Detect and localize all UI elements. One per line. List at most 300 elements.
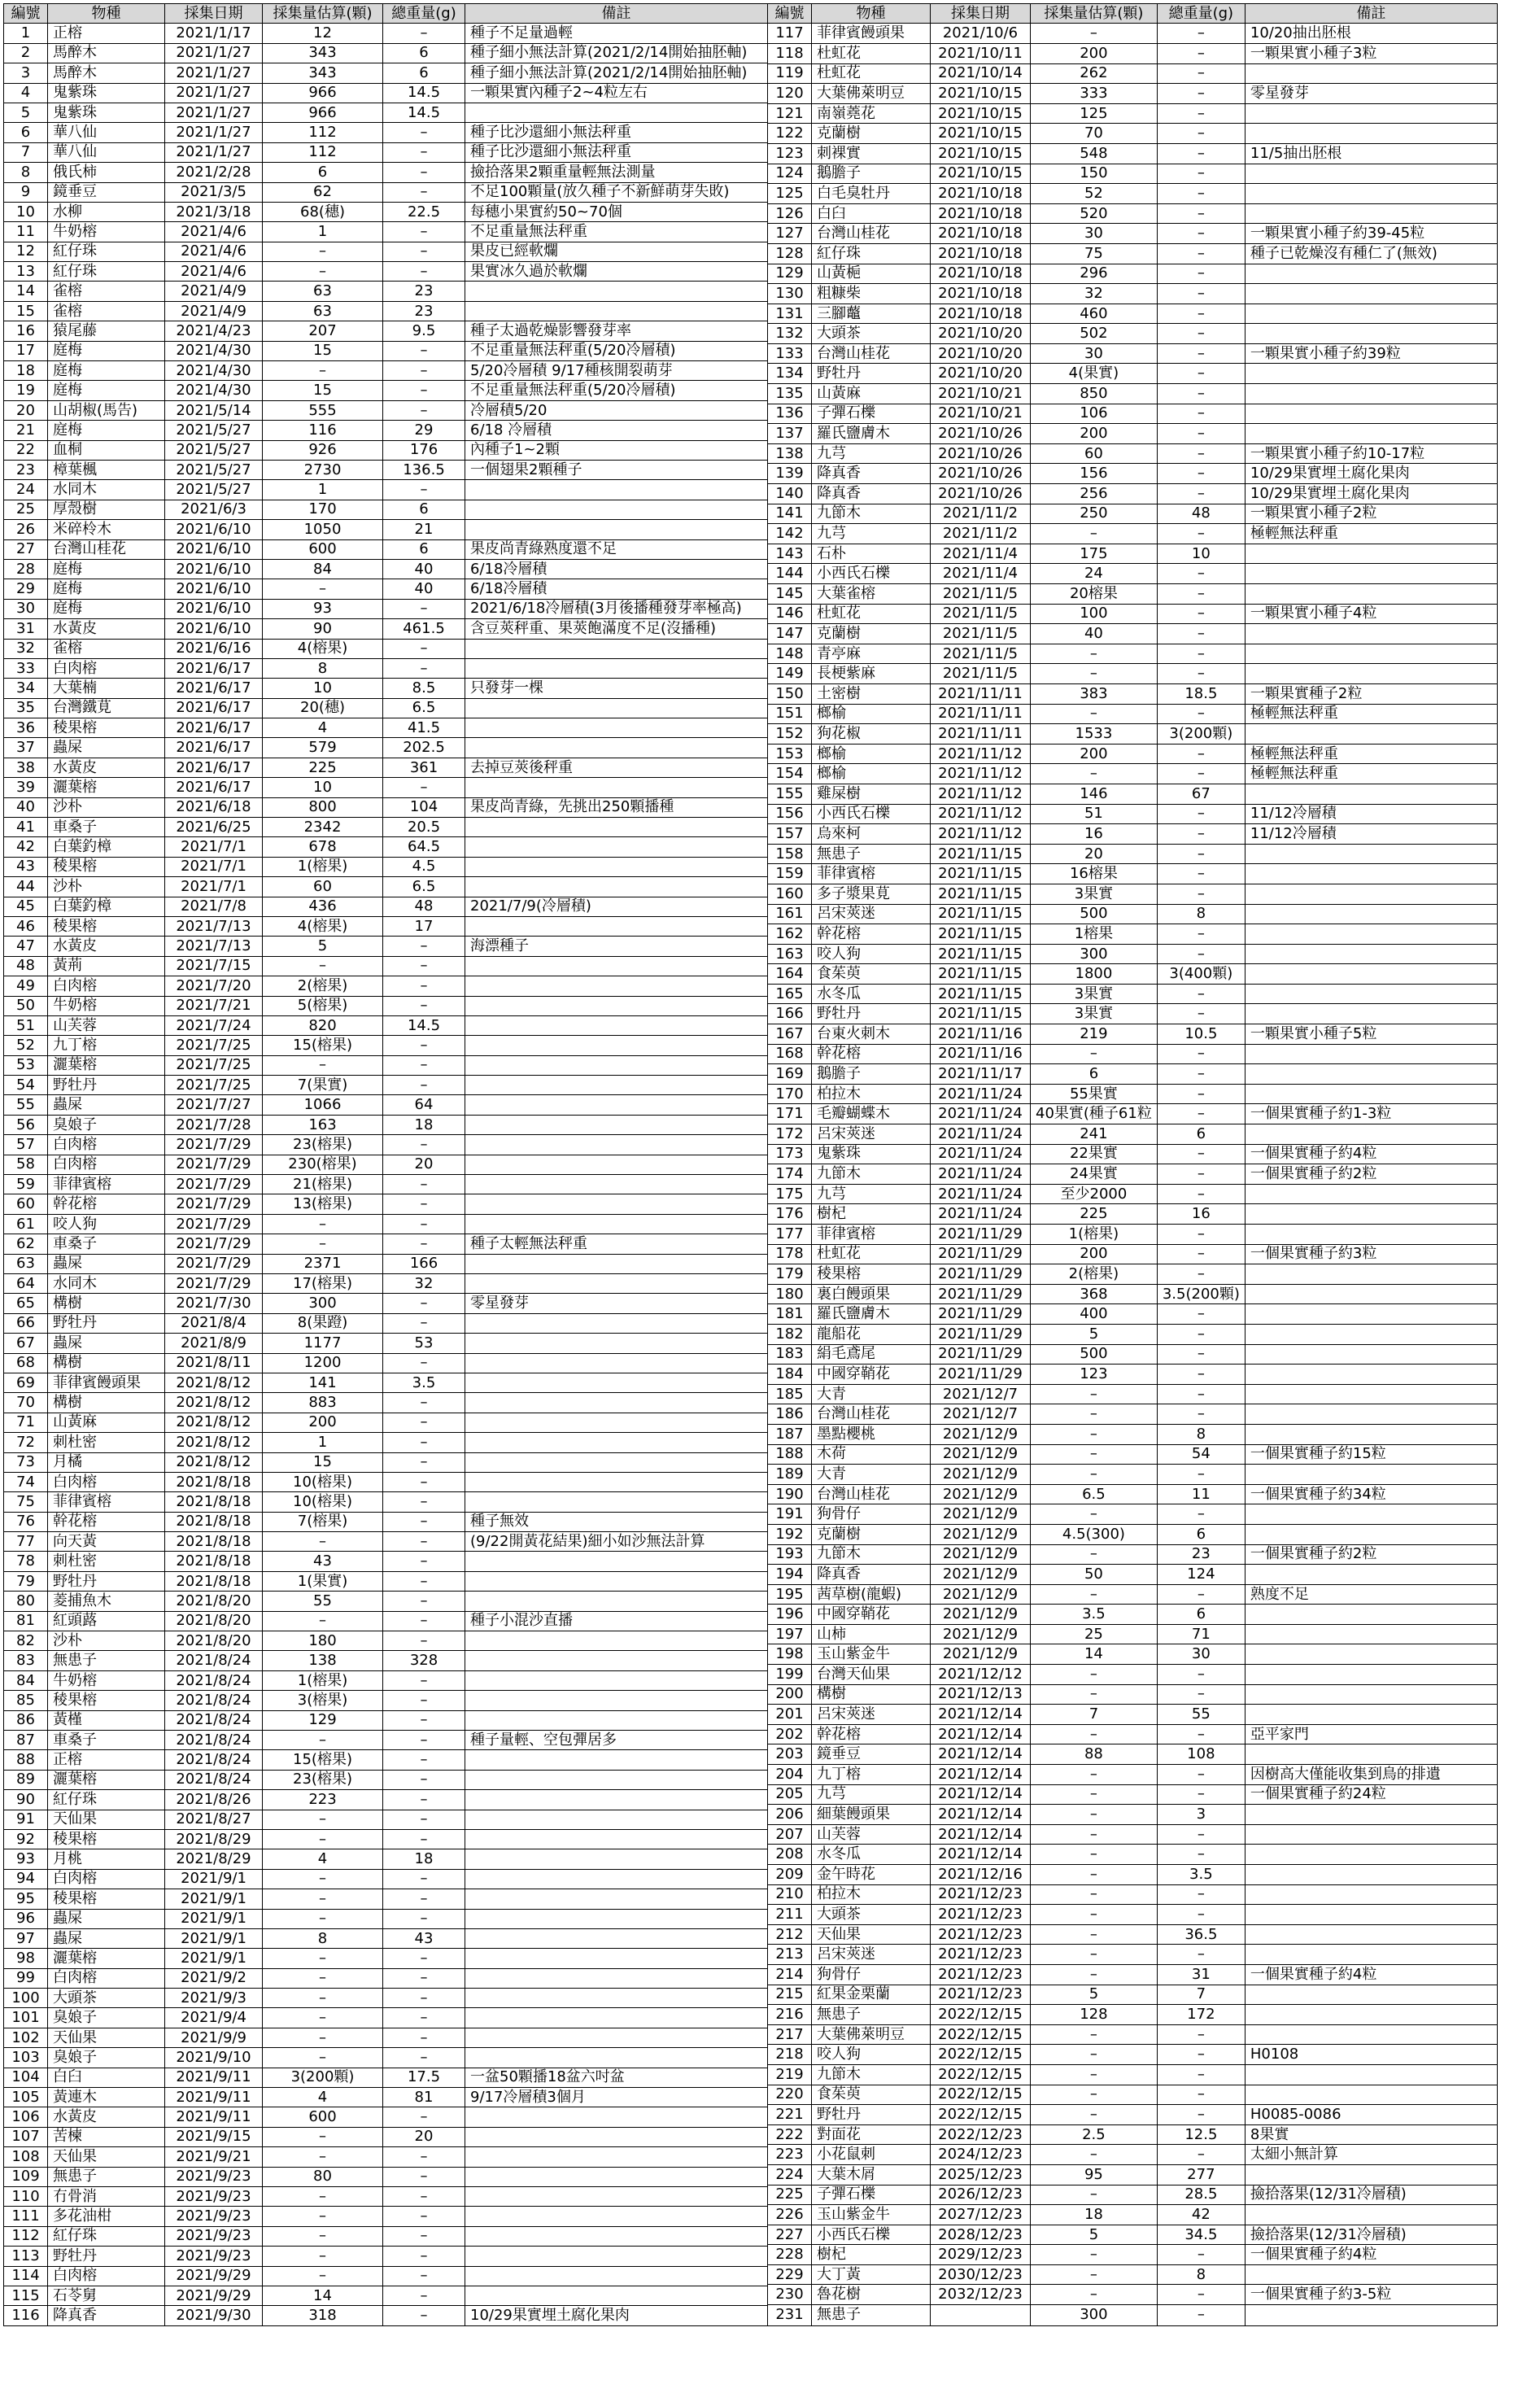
cell-id: 145: [768, 584, 812, 605]
cell-date: 2021/9/1: [165, 1869, 263, 1889]
cell-weight: –: [1157, 24, 1245, 44]
table-row: [768, 2024, 1498, 2045]
cell-date: 2021/10/14: [931, 63, 1031, 84]
cell-count: 883: [263, 1393, 383, 1413]
table-row: [768, 1865, 1498, 1885]
cell-date: 2021/4/9: [165, 301, 263, 321]
cell-date: 2021/7/29: [165, 1155, 263, 1174]
cell-date: 2021/10/18: [931, 243, 1031, 264]
cell-species: 刺裸實: [812, 143, 931, 164]
cell-date: 2025/12/23: [931, 2164, 1031, 2185]
cell-species: 無患子: [48, 1651, 165, 1670]
table-row: [768, 1184, 1498, 1204]
cell-weight: 3: [1157, 1805, 1245, 1825]
cell-species: 蟲屎: [48, 1909, 165, 1928]
table-row: [4, 321, 768, 341]
cell-species: 龍船花: [812, 1324, 931, 1344]
cell-id: 137: [768, 424, 812, 444]
cell-species: 鏡垂豆: [48, 182, 165, 202]
cell-species: 台灣山桂花: [812, 1484, 931, 1504]
cell-note: [1245, 1744, 1497, 1765]
cell-id: 39: [4, 778, 48, 797]
cell-species: 紅仔珠: [48, 262, 165, 282]
cell-date: 2021/10/20: [931, 343, 1031, 364]
cell-count: 4(榕果): [263, 916, 383, 936]
seed-collection-sheet: [3, 3, 1498, 2326]
cell-weight: –: [383, 1829, 465, 1849]
cell-count: 2342: [263, 818, 383, 837]
cell-species: 多花油柑: [48, 2207, 165, 2226]
cell-id: 147: [768, 624, 812, 644]
cell-id: 74: [4, 1472, 48, 1491]
cell-weight: –: [1157, 2045, 1245, 2065]
cell-weight: –: [383, 1949, 465, 1968]
cell-date: 2021/7/30: [165, 1294, 263, 1313]
table-row: [4, 163, 768, 182]
cell-note: [1245, 2005, 1497, 2025]
table-row: [4, 1334, 768, 1353]
cell-weight: –: [1157, 1324, 1245, 1344]
cell-count: 2730: [263, 460, 383, 479]
cell-species: 天仙果: [48, 2028, 165, 2047]
cell-count: 17(榕果): [263, 1274, 383, 1294]
cell-count: 90: [263, 619, 383, 639]
cell-note: 11/12冷層積: [1245, 804, 1497, 824]
cell-date: 2021/10/26: [931, 484, 1031, 504]
cell-weight: –: [383, 2226, 465, 2246]
cell-species: 冇骨消: [48, 2186, 165, 2206]
cell-note: [1245, 844, 1497, 864]
header-id: 編號: [4, 4, 48, 24]
cell-count: 4(榕果): [263, 639, 383, 658]
cell-species: 水冬瓜: [812, 984, 931, 1004]
cell-weight: –: [383, 24, 465, 43]
table-row: [4, 1254, 768, 1273]
cell-id: 212: [768, 1924, 812, 1945]
cell-id: 41: [4, 818, 48, 837]
cell-date: 2021/8/12: [165, 1433, 263, 1452]
cell-weight: –: [1157, 2105, 1245, 2125]
cell-species: 車桑子: [48, 818, 165, 837]
cell-note: [465, 1095, 768, 1115]
cell-date: 2032/12/23: [931, 2285, 1031, 2305]
cell-weight: –: [383, 2207, 465, 2226]
cell-id: 1: [4, 24, 48, 43]
cell-species: 榔榆: [812, 744, 931, 764]
cell-weight: –: [1157, 424, 1245, 444]
cell-id: 27: [4, 539, 48, 559]
cell-count: –: [1031, 1544, 1158, 1565]
cell-weight: –: [1157, 2145, 1245, 2165]
cell-weight: 36.5: [1157, 1924, 1245, 1945]
table-row: [4, 797, 768, 817]
cell-count: –: [1031, 524, 1158, 544]
table-row: [768, 2045, 1498, 2065]
cell-species: 大葉木屑: [812, 2164, 931, 2185]
cell-note: 冷層積5/20: [465, 400, 768, 420]
cell-id: 228: [768, 2245, 812, 2265]
table-row: [768, 924, 1498, 945]
cell-id: 204: [768, 1765, 812, 1785]
cell-species: 野牡丹: [48, 1571, 165, 1591]
cell-note: [1245, 1384, 1497, 1404]
header-row: [4, 4, 768, 24]
cell-date: 2021/11/29: [931, 1304, 1031, 1325]
cell-id: 40: [4, 797, 48, 817]
table-row: [4, 421, 768, 440]
cell-weight: 31: [1157, 1964, 1245, 1985]
cell-weight: 6: [1157, 1124, 1245, 1145]
cell-date: 2021/12/14: [931, 1705, 1031, 1725]
cell-weight: –: [1157, 1304, 1245, 1325]
cell-id: 115: [4, 2286, 48, 2305]
cell-count: 16: [1031, 824, 1158, 845]
cell-weight: 55: [1157, 1705, 1245, 1725]
cell-date: 2021/12/14: [931, 1824, 1031, 1845]
cell-species: 咬人狗: [48, 1214, 165, 1234]
cell-count: 80: [263, 2167, 383, 2186]
cell-note: (9/22開黃花結果)細小如沙無法計算: [465, 1532, 768, 1552]
cell-id: 87: [4, 1730, 48, 1749]
cell-note: [465, 2266, 768, 2286]
cell-weight: –: [1157, 524, 1245, 544]
cell-weight: –: [1157, 1824, 1245, 1845]
cell-species: 中國穿鞘花: [812, 1605, 931, 1625]
cell-date: 2021/1/27: [165, 83, 263, 103]
cell-note: [465, 718, 768, 738]
cell-count: 175: [1031, 544, 1158, 564]
table-row: [4, 301, 768, 321]
cell-date: 2021/11/15: [931, 944, 1031, 964]
cell-species: 庭梅: [48, 341, 165, 360]
cell-date: 2021/8/18: [165, 1571, 263, 1591]
cell-id: 200: [768, 1684, 812, 1705]
cell-id: 88: [4, 1750, 48, 1770]
cell-id: 2: [4, 43, 48, 63]
cell-count: –: [1031, 1924, 1158, 1945]
table-row: [768, 1784, 1498, 1805]
cell-count: 20(穗): [263, 698, 383, 718]
cell-count: 436: [263, 897, 383, 916]
cell-date: 2021/11/12: [931, 784, 1031, 804]
cell-count: 6: [263, 163, 383, 182]
cell-id: 139: [768, 464, 812, 484]
cell-date: 2021/11/5: [931, 664, 1031, 684]
cell-count: 88: [1031, 1744, 1158, 1765]
cell-weight: –: [383, 1353, 465, 1373]
cell-species: 羅氏鹽膚木: [812, 424, 931, 444]
cell-count: –: [263, 262, 383, 282]
cell-note: 一個翅果2顆種子: [465, 460, 768, 479]
table-row: [4, 698, 768, 718]
cell-id: 124: [768, 164, 812, 184]
table-row: [4, 956, 768, 976]
cell-count: 500: [1031, 1344, 1158, 1365]
cell-id: 164: [768, 964, 812, 985]
cell-species: 降真香: [812, 464, 931, 484]
cell-count: –: [1031, 1465, 1158, 1485]
cell-date: 2021/7/1: [165, 877, 263, 897]
cell-species: 鬼紫珠: [812, 1144, 931, 1164]
table-row: [4, 2147, 768, 2167]
cell-species: 台灣山桂花: [812, 1404, 931, 1425]
cell-id: 70: [4, 1393, 48, 1413]
table-row: [768, 1264, 1498, 1285]
table-row: [768, 2264, 1498, 2285]
cell-id: 186: [768, 1404, 812, 1425]
cell-weight: 3(400顆): [1157, 964, 1245, 985]
table-row: [768, 744, 1498, 764]
header-weight: 總重量(g): [1157, 4, 1245, 24]
cell-date: 2021/11/29: [931, 1264, 1031, 1285]
cell-date: 2021/8/24: [165, 1750, 263, 1770]
cell-species: 白毛臭牡丹: [812, 184, 931, 204]
cell-date: 2021/12/23: [931, 1985, 1031, 2005]
cell-species: 對面花: [812, 2124, 931, 2145]
cell-species: 水同木: [48, 1274, 165, 1294]
cell-id: 5: [4, 103, 48, 122]
cell-count: 8(果蹬): [263, 1313, 383, 1333]
cell-count: 32: [1031, 284, 1158, 304]
cell-date: 2026/12/23: [931, 2185, 1031, 2205]
cell-id: 56: [4, 1115, 48, 1134]
cell-date: 2021/6/25: [165, 818, 263, 837]
cell-note: [1245, 1605, 1497, 1625]
cell-weight: 40: [383, 579, 465, 599]
cell-date: 2021/9/15: [165, 2127, 263, 2146]
cell-species: 庭梅: [48, 361, 165, 381]
cell-note: [1245, 164, 1497, 184]
table-row: [4, 2008, 768, 2028]
cell-weight: –: [1157, 2064, 1245, 2085]
cell-note: [465, 1194, 768, 1214]
cell-date: 2021/4/6: [165, 222, 263, 242]
cell-count: 1200: [263, 1353, 383, 1373]
cell-id: 102: [4, 2028, 48, 2047]
cell-id: 230: [768, 2285, 812, 2305]
cell-count: 22果實: [1031, 1144, 1158, 1164]
cell-note: 一個果實種子約1-3粒: [1245, 1104, 1497, 1124]
cell-species: 呂宋莢迷: [812, 1124, 931, 1145]
table-row: [768, 1004, 1498, 1024]
cell-id: 201: [768, 1705, 812, 1725]
cell-id: 150: [768, 683, 812, 704]
cell-date: 2022/12/15: [931, 2105, 1031, 2125]
cell-note: [1245, 1824, 1497, 1845]
cell-id: 32: [4, 639, 48, 658]
cell-species: 無患子: [48, 2167, 165, 2186]
cell-note: [465, 1989, 768, 2008]
cell-date: 2021/10/6: [931, 24, 1031, 44]
table-row: [4, 1095, 768, 1115]
cell-count: –: [1031, 2185, 1158, 2205]
cell-note: 果皮尚青綠熟度還不足: [465, 539, 768, 559]
cell-weight: 6: [383, 539, 465, 559]
cell-count: 6.5: [1031, 1484, 1158, 1504]
cell-id: 129: [768, 264, 812, 284]
cell-weight: –: [1157, 1905, 1245, 1925]
table-row: [768, 1705, 1498, 1725]
cell-species: 裏白饅頭果: [812, 1284, 931, 1304]
cell-weight: 6: [383, 43, 465, 63]
cell-count: 24果實: [1031, 1164, 1158, 1185]
cell-weight: 172: [1157, 2005, 1245, 2025]
cell-date: 2021/3/18: [165, 202, 263, 221]
cell-count: –: [1031, 644, 1158, 664]
cell-date: 2021/7/29: [165, 1175, 263, 1194]
cell-weight: –: [1157, 1665, 1245, 1685]
cell-note: 極輕無法秤重: [1245, 764, 1497, 784]
table-row: [768, 1204, 1498, 1225]
cell-species: 沙朴: [48, 877, 165, 897]
cell-weight: –: [383, 2048, 465, 2068]
cell-date: 2021/10/18: [931, 224, 1031, 244]
cell-note: [465, 1076, 768, 1095]
table-row: [768, 784, 1498, 804]
cell-id: 208: [768, 1845, 812, 1865]
cell-count: 55果實: [1031, 1084, 1158, 1104]
cell-note: [465, 1571, 768, 1591]
table-row: [4, 1076, 768, 1095]
cell-date: 2021/6/3: [165, 500, 263, 519]
cell-id: 10: [4, 202, 48, 221]
cell-weight: 40: [383, 559, 465, 579]
cell-species: 白肉榕: [48, 1968, 165, 1988]
table-row: [768, 2285, 1498, 2305]
cell-date: 2021/8/4: [165, 1313, 263, 1333]
cell-weight: 16: [1157, 1204, 1245, 1225]
table-row: [4, 1373, 768, 1392]
cell-count: –: [263, 1611, 383, 1631]
cell-species: 稜果榕: [48, 857, 165, 876]
table-row: [768, 984, 1498, 1004]
cell-id: 222: [768, 2124, 812, 2145]
cell-note: [465, 1492, 768, 1512]
cell-date: 2021/9/1: [165, 1949, 263, 1968]
cell-id: 136: [768, 404, 812, 424]
cell-id: 82: [4, 1631, 48, 1651]
cell-date: 2021/10/18: [931, 264, 1031, 284]
cell-id: 170: [768, 1084, 812, 1104]
cell-date: 2021/6/10: [165, 520, 263, 539]
header-date: 採集日期: [165, 4, 263, 24]
cell-weight: –: [1157, 43, 1245, 63]
cell-date: 2021/6/17: [165, 658, 263, 678]
cell-id: 23: [4, 460, 48, 479]
cell-species: 蟲屎: [48, 1254, 165, 1273]
cell-count: 138: [263, 1651, 383, 1670]
table-row: [4, 1829, 768, 1849]
cell-count: 20榕果: [1031, 584, 1158, 605]
table-row: [4, 1532, 768, 1552]
cell-weight: –: [1157, 1044, 1245, 1064]
cell-id: 48: [4, 956, 48, 976]
cell-species: 石朴: [812, 544, 931, 564]
cell-count: –: [263, 361, 383, 381]
cell-id: 3: [4, 63, 48, 83]
cell-species: 白肉榕: [48, 1869, 165, 1889]
cell-note: 11/12冷層積: [1245, 824, 1497, 845]
cell-species: 幹花榕: [48, 1194, 165, 1214]
cell-note: [465, 1710, 768, 1730]
cell-count: –: [1031, 1384, 1158, 1404]
cell-count: 1(榕果): [1031, 1225, 1158, 1245]
cell-id: 196: [768, 1605, 812, 1625]
cell-count: 40果實(種子61粒: [1031, 1104, 1158, 1124]
cell-species: 小花鼠刺: [812, 2145, 931, 2165]
cell-id: 11: [4, 222, 48, 242]
table-row: [4, 400, 768, 420]
cell-id: 199: [768, 1665, 812, 1685]
table-row: [768, 904, 1498, 924]
cell-weight: 48: [1157, 504, 1245, 524]
cell-note: 每穗小果實約50~70個: [465, 202, 768, 221]
cell-note: 撿拾落果(12/31冷層積): [1245, 2185, 1497, 2205]
cell-note: [1245, 2164, 1497, 2185]
table-row: [4, 1413, 768, 1432]
cell-species: 雀榕: [48, 301, 165, 321]
cell-note: [465, 1135, 768, 1155]
cell-note: 極輕無法秤重: [1245, 524, 1497, 544]
cell-count: 1: [263, 480, 383, 500]
table-row: [768, 24, 1498, 44]
cell-date: 2021/11/15: [931, 924, 1031, 945]
cell-weight: –: [383, 1234, 465, 1254]
cell-species: 墨點櫻桃: [812, 1424, 931, 1444]
cell-count: –: [263, 1055, 383, 1075]
cell-note: [1245, 564, 1497, 584]
table-row: [4, 1889, 768, 1909]
cell-id: 37: [4, 738, 48, 758]
cell-note: 去掉豆莢後秤重: [465, 758, 768, 777]
cell-count: –: [1031, 2245, 1158, 2265]
cell-id: 209: [768, 1865, 812, 1885]
cell-weight: 461.5: [383, 619, 465, 639]
cell-date: 2021/11/15: [931, 844, 1031, 864]
cell-weight: –: [383, 1512, 465, 1531]
cell-species: 山芙蓉: [812, 1824, 931, 1845]
cell-note: [465, 480, 768, 500]
cell-count: 7: [1031, 1705, 1158, 1725]
cell-count: –: [263, 2048, 383, 2068]
cell-id: 30: [4, 599, 48, 618]
cell-note: [465, 2107, 768, 2127]
table-row: [768, 1044, 1498, 1064]
cell-note: [465, 1452, 768, 1472]
table-row: [4, 579, 768, 599]
cell-date: 2021/12/16: [931, 1865, 1031, 1885]
cell-species: 稜果榕: [48, 1889, 165, 1909]
cell-weight: –: [1157, 464, 1245, 484]
table-row: [768, 1365, 1498, 1385]
cell-id: 31: [4, 619, 48, 639]
cell-weight: –: [1157, 1084, 1245, 1104]
cell-id: 197: [768, 1624, 812, 1644]
cell-weight: 361: [383, 758, 465, 777]
table-row: [4, 2186, 768, 2206]
cell-species: 榔榆: [812, 764, 931, 784]
table-row: [4, 1869, 768, 1889]
cell-note: 6/18冷層積: [465, 559, 768, 579]
cell-date: 2029/12/23: [931, 2245, 1031, 2265]
table-row: [768, 1544, 1498, 1565]
cell-weight: –: [1157, 1064, 1245, 1085]
cell-id: 9: [4, 182, 48, 202]
table-row: [4, 897, 768, 916]
table-row: [4, 1452, 768, 1472]
cell-date: 2021/7/1: [165, 857, 263, 876]
cell-note: 一顆果實小種子3粒: [1245, 43, 1497, 63]
